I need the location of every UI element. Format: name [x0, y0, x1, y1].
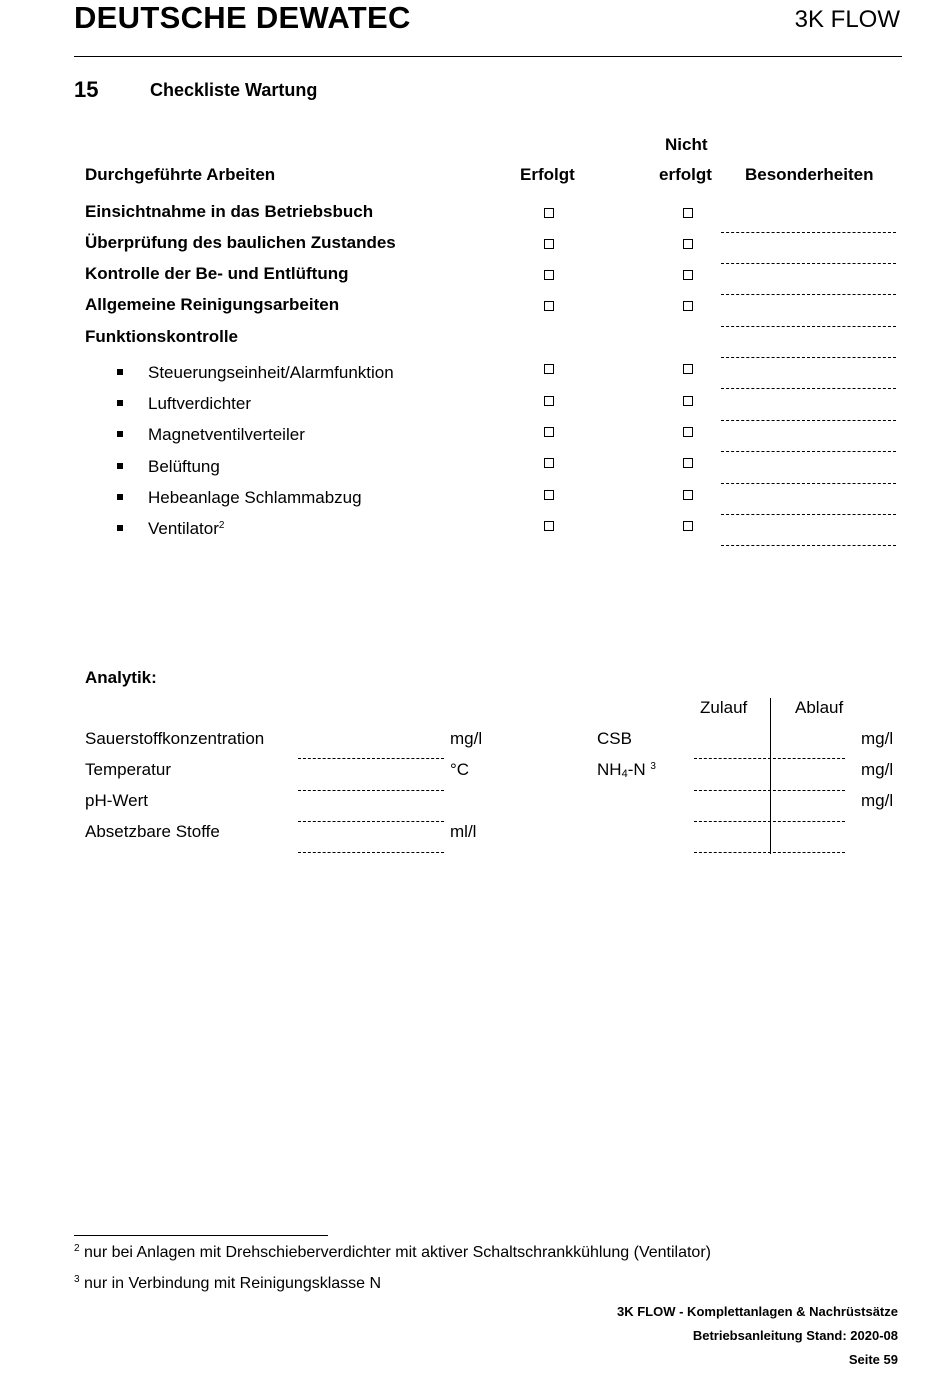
checkbox-done-sub-4[interactable]: [544, 458, 554, 468]
notes-field[interactable]: [721, 545, 896, 546]
footnote-divider: [74, 1235, 328, 1236]
nh4n-main: NH: [597, 760, 622, 779]
notes-field[interactable]: [721, 357, 896, 358]
checkbox-done-sub-2[interactable]: [544, 396, 554, 406]
section-number: 15: [74, 77, 99, 102]
bullet: [117, 525, 123, 531]
footnote-3-text: nur in Verbindung mit Reinigungsklasse N: [84, 1275, 382, 1292]
checkbox-not-done-sub-1[interactable]: [683, 364, 693, 374]
checkbox-not-done-1[interactable]: [683, 208, 693, 218]
checkbox-done-3[interactable]: [544, 270, 554, 280]
footnote-2: [74, 1243, 711, 1262]
param-temperature: Temperatur: [85, 760, 171, 779]
notes-field[interactable]: [721, 388, 896, 389]
page-number: Seite 59: [848, 1352, 898, 1367]
fourth-value-field[interactable]: [694, 852, 845, 853]
checkbox-not-done-sub-3[interactable]: [683, 427, 693, 437]
notes-field[interactable]: [721, 451, 896, 452]
checkbox-done-4[interactable]: [544, 301, 554, 311]
footnote-2-text: nur bei Anlagen mit Drehschieberverdichter mit aktiver Schaltschrankkühlung (Ventilator): [84, 1244, 711, 1261]
checkbox-done-sub-6[interactable]: [544, 521, 554, 531]
unit-third-row: mg/l: [861, 791, 894, 810]
notes-field[interactable]: [721, 232, 896, 233]
notes-field[interactable]: [721, 294, 896, 295]
param-ph: pH-Wert: [85, 791, 148, 810]
footnote-3: [74, 1274, 381, 1293]
bullet: [117, 400, 123, 406]
subtask-1: Steuerungseinheit/Alarmfunktion: [148, 363, 394, 382]
product-name: 3K FLOW: [794, 6, 900, 33]
notes-field[interactable]: [721, 263, 896, 264]
subtask-4: Belüftung: [148, 457, 220, 476]
checkbox-not-done-sub-6[interactable]: [683, 521, 693, 531]
checkbox-done-sub-1[interactable]: [544, 364, 554, 374]
checkbox-done-2[interactable]: [544, 239, 554, 249]
footer-product-line: 3K FLOW - Komplettanlagen & Nachrüstsätze: [617, 1304, 898, 1319]
unit-oxygen: mg/l: [450, 729, 483, 748]
analytics-title: Analytik:: [85, 668, 157, 687]
header-not-done-line1: Nicht: [665, 135, 708, 154]
nh4n-value-field[interactable]: [694, 790, 845, 791]
subtask-6-label: Ventilator: [148, 519, 219, 538]
param-nh4n: [597, 760, 656, 780]
notes-field[interactable]: [721, 420, 896, 421]
checkbox-done-sub-5[interactable]: [544, 490, 554, 500]
bullet: [117, 494, 123, 500]
oxygen-value-field[interactable]: [298, 758, 444, 759]
footnote-2-ref: 2: [74, 1243, 80, 1254]
footnote-ref-3: 3: [650, 761, 656, 772]
subtask-3: Magnetventilverteiler: [148, 425, 305, 444]
checkbox-not-done-sub-5[interactable]: [683, 490, 693, 500]
header-not-done-line2: erfolgt: [659, 165, 712, 184]
solids-value-field[interactable]: [298, 852, 444, 853]
header-divider: [74, 56, 902, 57]
task-row-3: Kontrolle der Be- und Entlüftung: [85, 264, 349, 283]
header-tasks: Durchgeführte Arbeiten: [85, 165, 276, 184]
header-done: Erfolgt: [520, 165, 575, 184]
nh4n-subscript: 4: [621, 768, 628, 780]
notes-field[interactable]: [721, 326, 896, 327]
section-title: Checkliste Wartung: [150, 80, 318, 100]
notes-field[interactable]: [721, 483, 896, 484]
param-oxygen: Sauerstoffkonzentration: [85, 729, 265, 748]
bullet: [117, 431, 123, 437]
unit-nh4n: mg/l: [861, 760, 894, 779]
subtask-5: Hebeanlage Schlammabzug: [148, 488, 362, 507]
param-csb: CSB: [597, 729, 632, 748]
notes-field[interactable]: [721, 514, 896, 515]
csb-value-field[interactable]: [694, 758, 845, 759]
subtask-6: [148, 519, 224, 539]
checkbox-not-done-3[interactable]: [683, 270, 693, 280]
nh4n-suffix: -N: [627, 760, 646, 779]
footnote-ref-2: 2: [218, 520, 225, 531]
footnote-3-ref: 3: [74, 1274, 80, 1285]
task-row-4: Allgemeine Reinigungsarbeiten: [85, 295, 340, 314]
column-divider: [770, 698, 771, 854]
bullet: [117, 463, 123, 469]
unit-csb: mg/l: [861, 729, 894, 748]
bullet: [117, 369, 123, 375]
subtask-2: Luftverdichter: [148, 394, 251, 413]
param-settleable-solids: Absetzbare Stoffe: [85, 822, 220, 841]
unit-temperature: °C: [450, 760, 470, 779]
company-name: DEUTSCHE DEWATEC: [74, 0, 411, 35]
third-value-field[interactable]: [694, 821, 845, 822]
footer-manual-version: Betriebsanleitung Stand: 2020-08: [692, 1328, 898, 1343]
ph-value-field[interactable]: [298, 821, 444, 822]
task-row-1: Einsichtnahme in das Betriebsbuch: [85, 202, 374, 221]
checkbox-done-1[interactable]: [544, 208, 554, 218]
col-outlet-header: Ablauf: [795, 698, 844, 717]
checkbox-not-done-sub-2[interactable]: [683, 396, 693, 406]
checkbox-not-done-2[interactable]: [683, 239, 693, 249]
task-row-5: Funktionskontrolle: [85, 327, 238, 346]
header-notes: Besonderheiten: [745, 165, 874, 184]
task-row-2: Überprüfung des baulichen Zustandes: [85, 233, 396, 252]
unit-settleable-solids: ml/l: [450, 822, 477, 841]
col-inlet-header: Zulauf: [700, 698, 748, 717]
checkbox-not-done-sub-4[interactable]: [683, 458, 693, 468]
temperature-value-field[interactable]: [298, 790, 444, 791]
checkbox-not-done-4[interactable]: [683, 301, 693, 311]
checkbox-done-sub-3[interactable]: [544, 427, 554, 437]
